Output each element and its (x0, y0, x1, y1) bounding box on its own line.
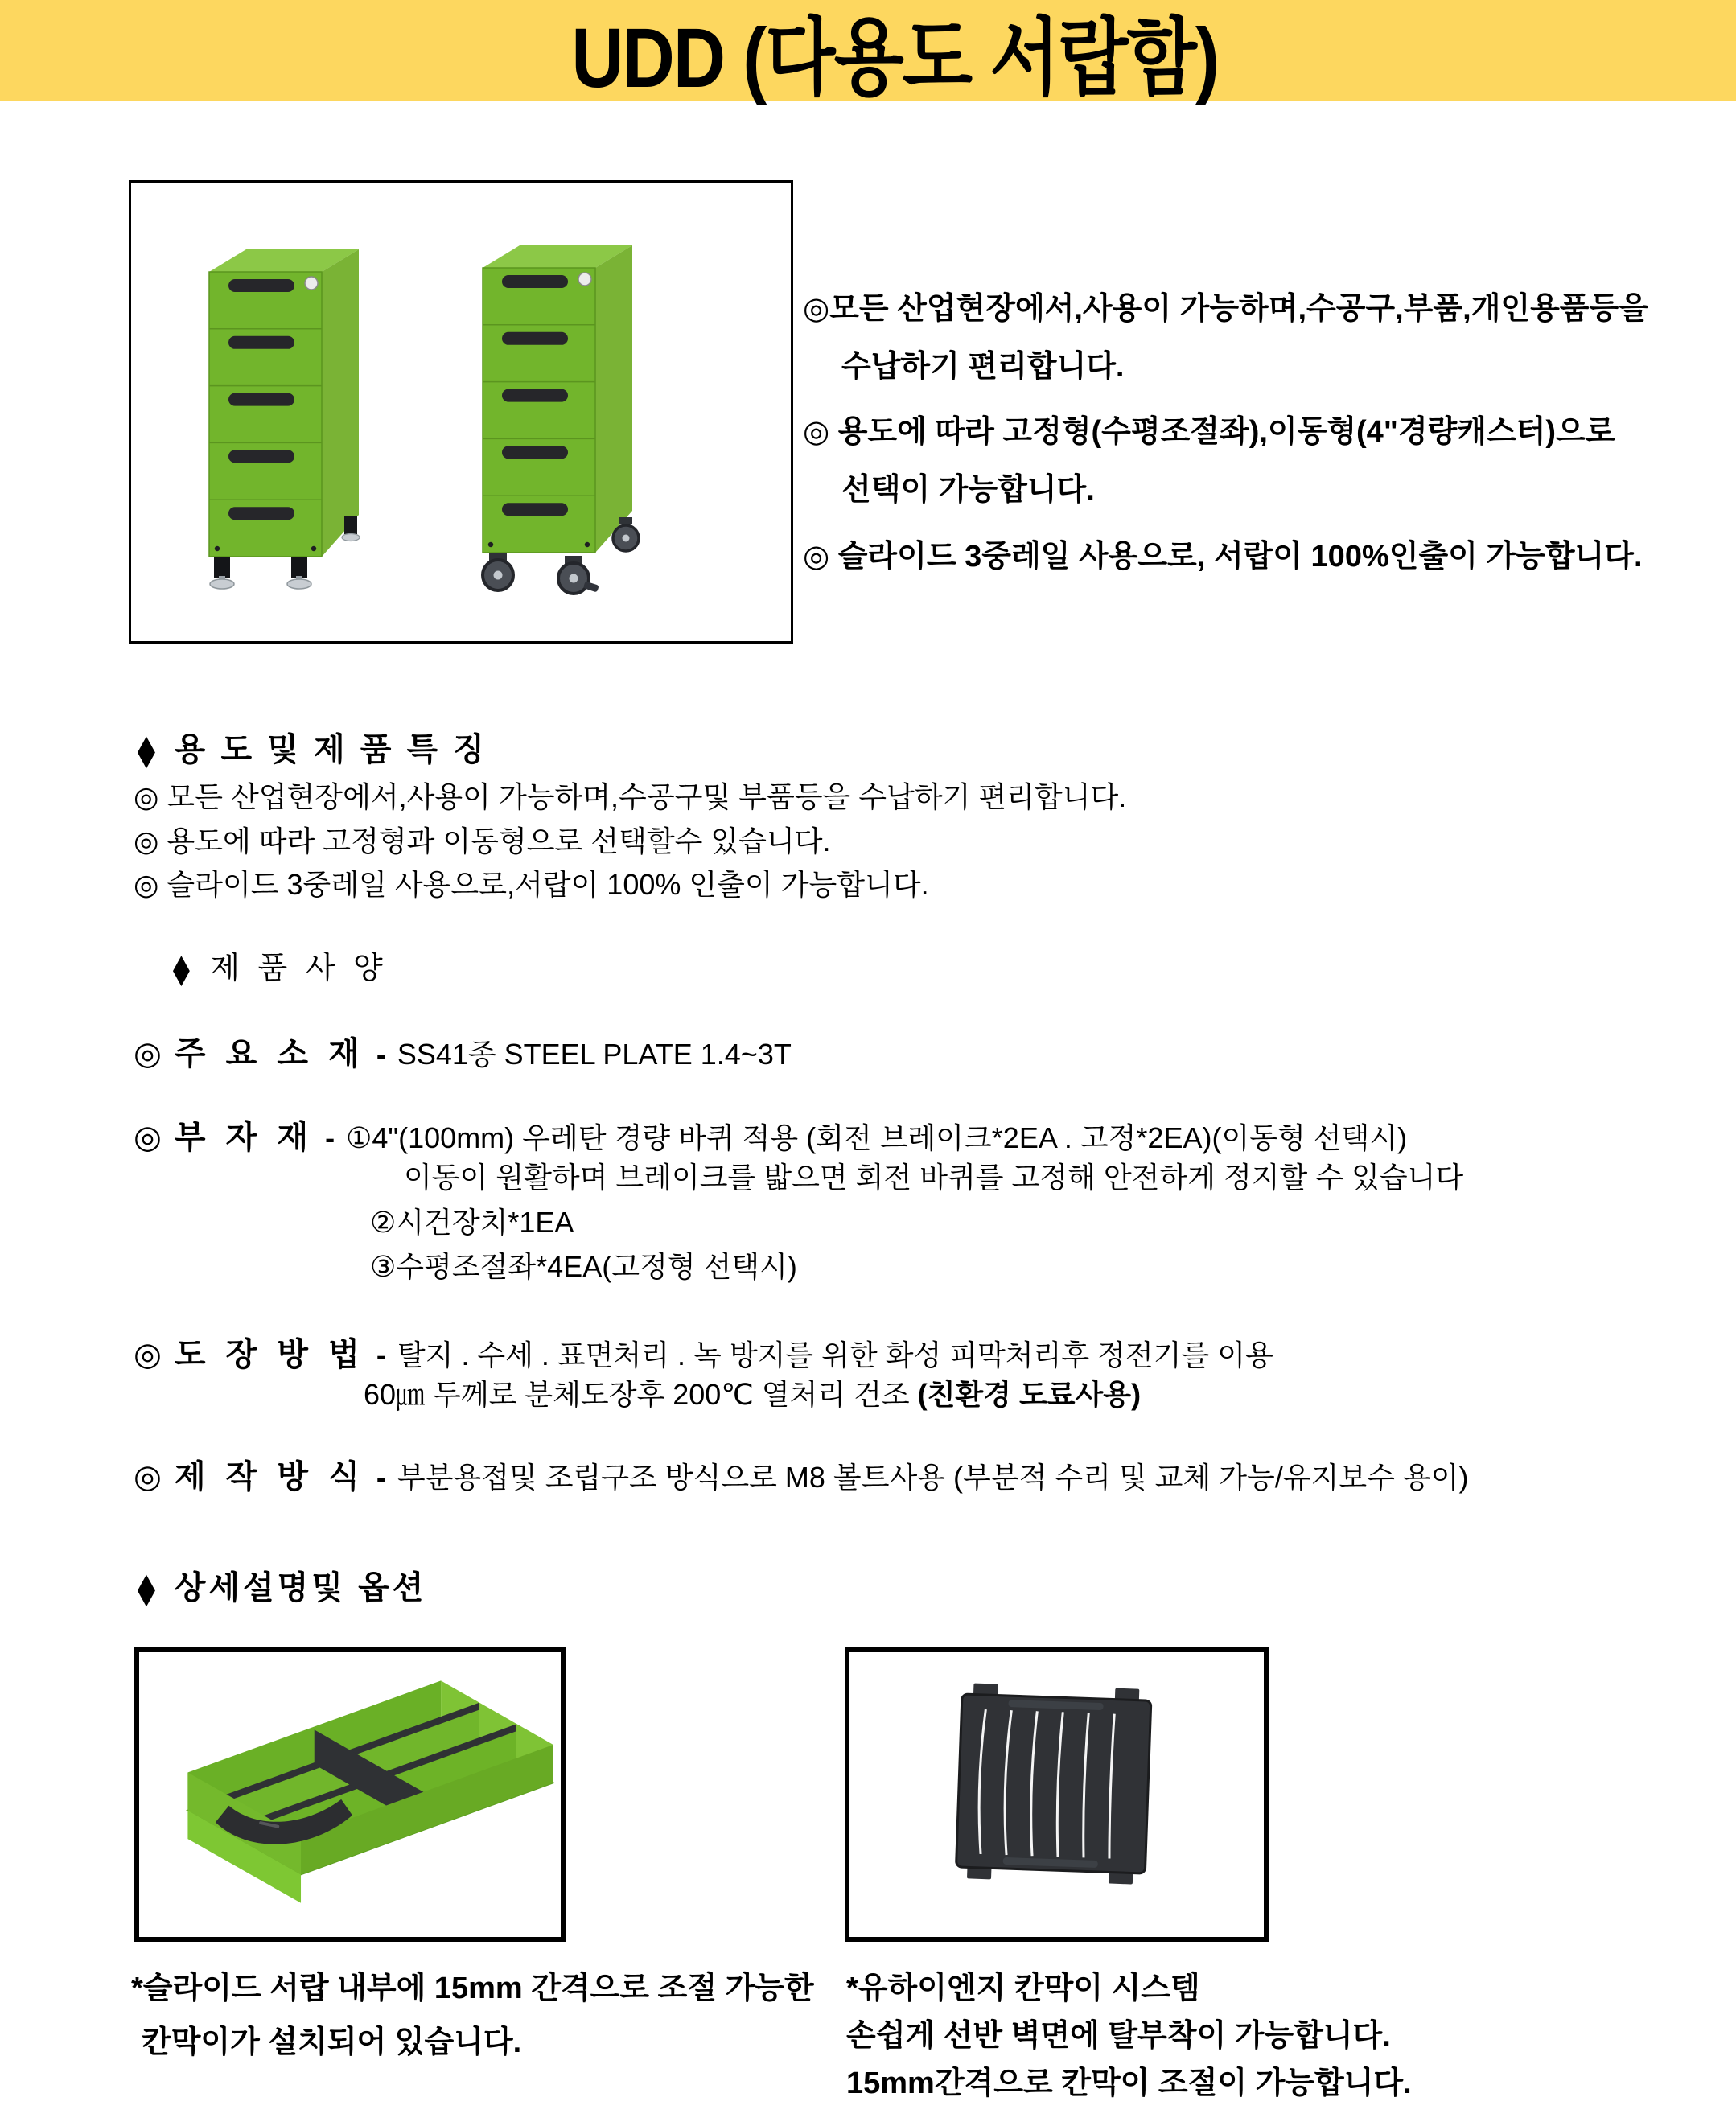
spec-value: 탈지 . 수세 . 표면처리 . 녹 방지를 위한 화성 피막처리후 정전기를 이용 (397, 1339, 1273, 1371)
spec-continuation: ③수평조절좌*4EA(고정형 선택시) (370, 1250, 797, 1283)
hero-bullet-2-line-1: ◎ 용도에 따라 고정형(수평조절좌),이동형(4"경량캐스터)으로 (803, 415, 1615, 449)
bullseye-icon: ◎ (134, 1036, 162, 1071)
hero-bullet-1-line-1: ◎모든 산업현장에서,사용이 가능하며,수공구,부품,개인용품등을 (803, 292, 1648, 326)
cabinet-renders (131, 183, 791, 641)
product-image-box (129, 180, 793, 644)
specs-header (169, 943, 388, 991)
divider-panel-render (849, 1652, 1264, 1937)
feature-item: ◎ 용도에 따라 고정형과 이동형으로 선택할수 있습니다. (134, 824, 831, 857)
drawer-tray-image-box (134, 1647, 566, 1942)
spec-value: SS41종 STEEL PLATE 1.4~3T (397, 1038, 792, 1071)
spec-value: ①4"(100mm) 우레탄 경량 바퀴 적용 (회전 브레이크*2EA . 고정*2EA)(이동형 선택시) (346, 1121, 1408, 1154)
spec-continuation: 이동이 원활하며 브레이크를 밟으면 회전 바퀴를 고정해 안전하게 정지할 수 있습니다 (404, 1161, 1464, 1194)
cabinet-mobile-render (483, 245, 639, 594)
spec-value: 부분용접및 조립구조 방식으로 M8 볼트사용 (부분적 수리 및 교체 가능/유지보수 용이) (397, 1461, 1469, 1494)
bullseye-icon: ◎ (134, 1120, 162, 1155)
features-header (134, 724, 487, 773)
page-title: UDD (다용도 서랍함) (571, 10, 1219, 105)
hero-bullet-3-line-1: ◎ 슬라이드 3중레일 사용으로, 서랍이 100%인출이 가능합니다. (803, 540, 1643, 574)
hero-bullet-2-line-2: 선택이 가능합니다. (841, 473, 1095, 507)
details-title: 상세설명및 옵션 (174, 1570, 427, 1606)
spec-row-material: ◎ 주 요 소 재 - SS41종 STEEL PLATE 1.4~3T (134, 1036, 792, 1071)
diamond-icon: ◆ (137, 726, 158, 773)
cabinet-fixed-render (209, 249, 360, 589)
eco-paint-note: (친환경 도료사용) (917, 1378, 1142, 1411)
divider-caption-line: 15mm간격으로 칸막이 조절이 가능합니다. (846, 2066, 1412, 2100)
divider-panel-image-box (845, 1647, 1269, 1942)
spec-row-construction: ◎ 제 작 방 식 - 부분용접및 조립구조 방식으로 M8 볼트사용 (부분적 수리 및 교체 가능/유지보수 용이) (134, 1459, 1469, 1495)
spec-row-painting: ◎ 도 장 방 법 - 탈지 . 수세 . 표면처리 . 녹 방지를 위한 화성 피막처리후 정전기를 이용 (134, 1337, 1273, 1372)
spec-continuation: ②시건장치*1EA (370, 1206, 574, 1239)
specs-title: 제 품 사 양 (210, 952, 388, 985)
tray-caption-line: 칸막이가 설치되어 있습니다. (142, 2025, 522, 2059)
spec-continuation: 60㎛ 두께로 분체도장후 200℃ 열처리 건조 (친환경 도료사용) (364, 1378, 1142, 1411)
details-header (134, 1562, 427, 1611)
drawer-tray-render (139, 1652, 561, 1937)
hero-bullet-1-line-2: 수납하기 편리합니다. (841, 350, 1125, 384)
bullseye-icon: ◎ (134, 1459, 162, 1495)
diamond-icon: ◆ (137, 1565, 158, 1611)
tray-caption-line: *슬라이드 서랍 내부에 15mm 간격으로 조절 가능한 (131, 1972, 814, 2005)
feature-item: ◎ 슬라이드 3중레일 사용으로,서랍이 100% 인출이 가능합니다. (134, 868, 929, 901)
features-title: 용 도 및 제 품 특 징 (174, 732, 487, 767)
bullseye-icon: ◎ (134, 1337, 162, 1372)
diamond-icon: ◆ (172, 946, 194, 991)
spec-row-accessories: ◎ 부 자 재 - ①4"(100mm) 우레탄 경량 바퀴 적용 (회전 브레이크*2EA . 고정*2EA)(이동형 선택시) (134, 1120, 1408, 1155)
title-banner (0, 0, 1736, 105)
divider-caption-line: *유하이엔지 칸막이 시스템 (846, 1972, 1200, 2005)
feature-item: ◎ 모든 산업현장에서,사용이 가능하며,수공구및 부품등을 수납하기 편리합니다. (134, 780, 1127, 813)
divider-caption-line: 손쉽게 선반 벽면에 탈부착이 가능합니다. (846, 2019, 1391, 2053)
